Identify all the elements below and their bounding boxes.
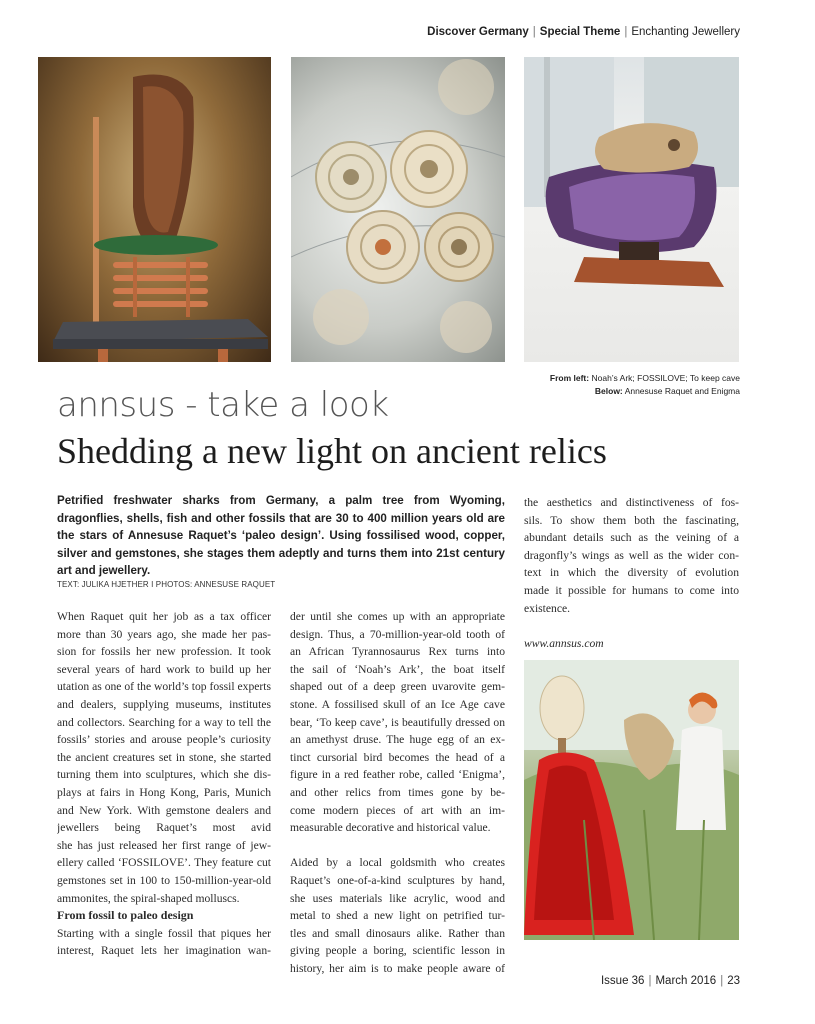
text-line: Starting with a single fossil that piques her [57, 926, 271, 940]
text-line: figure in a red feather robe, called ‘Enigma’, [290, 768, 505, 782]
header-topic: Enchanting Jewellery [631, 26, 740, 38]
article-kicker: annsus - take a look [57, 385, 389, 425]
text-line: an African Tyrannosaurus Rex turns into [290, 645, 505, 659]
text-line: more than 30 years ago, she made her pas- [57, 627, 271, 641]
caption-label: From left: [549, 373, 590, 383]
article-headline: Shedding a new light on ancient relics [57, 431, 607, 471]
enigma-photo [524, 660, 739, 940]
text-line: giving people a boring, scientific lesson in [290, 944, 505, 958]
issue-number: Issue 36 [600, 975, 645, 987]
paragraph-gap [290, 837, 505, 855]
article-credits: TEXT: JULIKA HJETHER I PHOTOS: ANNESUSE RAQUET [57, 580, 276, 589]
text-line: the sail of ‘Noah’s Ark’, the boat itself [290, 662, 505, 676]
text-line: she has just released her first range of jew- [57, 838, 271, 852]
body-column-2 [290, 608, 505, 977]
header-divider: | [624, 26, 628, 38]
enigma-illustration [524, 660, 739, 940]
text-line: ellery called ‘FOSSILOVE’. They feature cut [57, 856, 271, 870]
text-line: plays at fairs in Hong Kong, Paris, Munich [57, 785, 271, 799]
column-2-paragraph-2 [290, 854, 505, 977]
text-line: sion for fossils her new profession. It took [57, 645, 271, 659]
footer-divider: | [720, 975, 724, 987]
text-line: measurable decorative and historical value. [290, 821, 491, 835]
header-section: Discover Germany [427, 26, 529, 38]
page-footer [601, 975, 740, 987]
text-line: abundant details such as the veining of a [524, 531, 739, 545]
ammonite-illustration [291, 57, 505, 362]
text-line: bear, ‘To keep cave’, is beautifully dressed on [290, 715, 505, 729]
text-line: tles and small dinosaurs alike. Rather than [290, 926, 505, 940]
fossilove-photo [291, 57, 505, 362]
text-line: der until she comes up with an appropriate [290, 610, 505, 623]
text-line: the aesthetics and distinctiveness of fos- [524, 496, 739, 509]
text-line: and other relics from times gone by be- [290, 785, 505, 799]
issue-date: March 2016 [655, 975, 717, 987]
column-1-paragraph-2 [57, 925, 271, 960]
column-2-paragraph [290, 608, 505, 837]
text-line: dragonfly’s wings as well as the wider con- [524, 548, 739, 562]
text-line: stone. A fossilised skull of an Ice Age cave [290, 697, 505, 711]
subheading: From fossil to paleo design [57, 908, 194, 923]
text-line: Raquet’s one-of-a-kind sculptures by hand, [290, 873, 505, 887]
text-line: tinct cursorial bird becomes the head of a [290, 750, 505, 764]
text-line: and New York. With gemstone dealers and [57, 803, 271, 817]
text-line: gemstones set in 100 to 150-million-year-old [57, 873, 271, 887]
text-line: When Raquet quit her job as a tax officer [57, 610, 271, 623]
header-theme: Special Theme [539, 26, 621, 38]
text-line: she uses materials like acrylic, wood and [290, 891, 505, 905]
text-line: Aided by a local goldsmith who creates [290, 856, 505, 870]
caption-label: Below: [594, 386, 623, 396]
column-1-paragraph [57, 608, 271, 907]
text-line: metal to shed a new light on petrified tur- [290, 909, 505, 923]
text-line: interest, Raquet lets her imagination wan- [57, 944, 271, 958]
noahs-ark-illustration [38, 57, 271, 362]
header-divider: | [532, 26, 536, 38]
text-line: turning them into sculptures, which she dis- [57, 768, 271, 782]
text-line: ammonites, the spiral-shaped molluscs. [57, 891, 240, 905]
text-line: an amethyst druse. The huge egg of an ex- [290, 733, 505, 747]
text-line: existence. [524, 601, 571, 615]
text-line: several years of hard work to build up her [57, 662, 271, 676]
text-line: jewellers being Raquet’s most avid [57, 821, 271, 835]
text-line: design. Thus, a 70-million-year-old tooth of [290, 627, 505, 641]
photo-caption-below [595, 386, 740, 396]
caption-text: Annesuse Raquet and Enigma [624, 386, 740, 396]
website-link[interactable]: www.annsus.com [524, 636, 604, 650]
text-line: history, her aim is to make people aware of [290, 961, 505, 975]
photo-caption-top [550, 373, 740, 383]
body-column-3 [524, 494, 739, 652]
text-line: and dealers, supplying museums, institutes [57, 697, 271, 711]
article-lede: Petrified freshwater sharks from Germany, a palm tree from Wyoming, dragonflies, shells, fish and other fossils that are 30 to 400 million years old are the stars of Annesuse Raquet’s ‘paleo design’. Using fossilised wood, copper, silver and gemstones, she stages them adeptly and turns them into 21st century art and jewellery. [57, 494, 505, 577]
text-line: come modern pieces of art with an im- [290, 803, 505, 817]
text-line: fossils’ stories and arouse people’s curiosity [57, 733, 271, 747]
page-number: 23 [727, 975, 740, 987]
text-line: the ancient creatures set in stone, she started [57, 750, 271, 764]
running-header [427, 26, 740, 38]
footer-divider: | [648, 975, 652, 987]
noahs-ark-photo [38, 57, 271, 362]
text-line: sils. To show them both the fascinating, [524, 513, 739, 527]
text-line: made it possible for humans to come into [524, 583, 739, 597]
text-line: and collectors. Searching for a way to tell the [57, 715, 271, 729]
body-column-1 [57, 608, 271, 960]
cave-bear-photo [524, 57, 739, 362]
paragraph-gap [524, 617, 739, 635]
column-3-paragraph [524, 494, 739, 617]
cave-bear-illustration [524, 57, 739, 362]
text-line: shaped out of a deep green uvarovite gem- [290, 680, 505, 694]
text-line: text in which the diversity of evolution [524, 566, 739, 580]
caption-text: Noah’s Ark; FOSSILOVE; To keep cave [591, 373, 740, 383]
text-line: utation as one of the world’s top fossil experts [57, 680, 271, 694]
